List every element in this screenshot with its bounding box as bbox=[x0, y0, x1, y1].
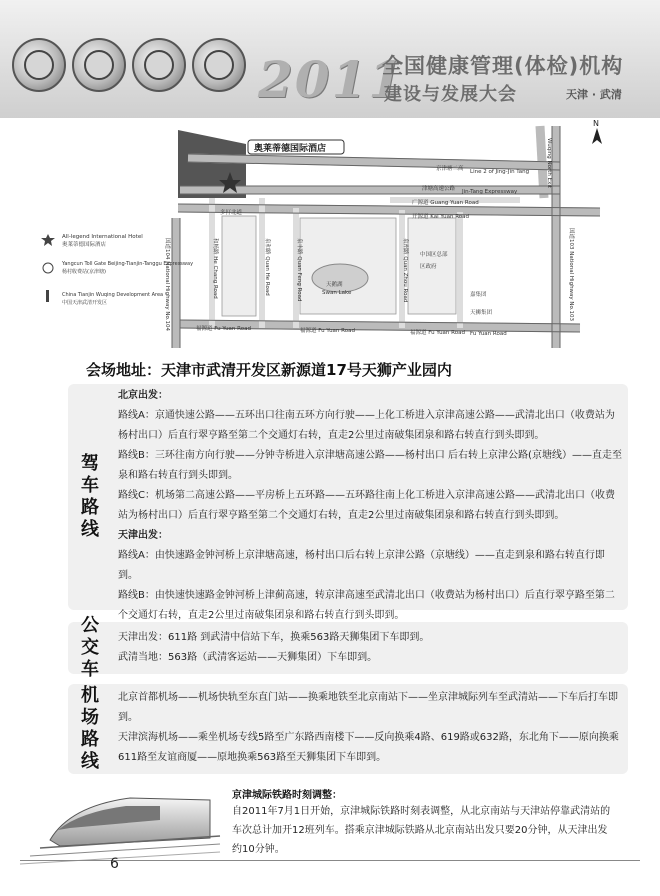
label-tianshi: 天狮集团 bbox=[470, 310, 493, 316]
label-103: 国道103 National Highway No.103 bbox=[568, 228, 574, 322]
legend-zone-icon bbox=[46, 290, 49, 302]
header-title-line2: 建设与发展大会 bbox=[384, 84, 517, 105]
label-fuyuan-right: 福源道 Fu Yuan Road bbox=[410, 330, 465, 336]
driving-section bbox=[68, 384, 628, 621]
legend-zone-cn: 中国天津武清开发区 bbox=[62, 300, 108, 306]
label-guangyuan: 广源道 Guang Yuan Road bbox=[412, 200, 479, 206]
map-svg bbox=[0, 118, 660, 358]
block-west bbox=[222, 216, 256, 316]
airport-section bbox=[68, 684, 628, 774]
legend-toll-cn: 杨村收费站(京津塘) bbox=[62, 269, 106, 275]
north-label: N bbox=[593, 119, 599, 128]
bus-section bbox=[68, 615, 628, 680]
driving-label: 驾车路线 bbox=[81, 453, 99, 540]
legend-toll-icon bbox=[43, 263, 53, 273]
label-jintang-cn: 津塘高速公路 bbox=[422, 186, 456, 192]
label-quanhe: 泉和路 Quan He Road bbox=[264, 238, 270, 296]
header-title-line1: 全国健康管理(体检)机构 bbox=[382, 54, 624, 78]
label-quanzhou: 泉州路 Quan Zhou Road bbox=[402, 238, 408, 303]
airport-label-wrap bbox=[72, 684, 108, 774]
driving-tianjin-a: 路线A：由快速路金钟河桥上京津塘高速，杨村出口后右转上京津公路（京塘线）——直走到泉和路右转直行即到。 bbox=[118, 550, 605, 581]
label-fuyuan-left: 福源道 Fu Yuan Road bbox=[196, 326, 251, 332]
driving-beijing-b: 路线B：三环往南方向行驶——分钟寺桥进入京津塘高速公路——杨村出口 后右转上京津公路(京塘线）——直走至泉和路右转直行到头即到。 bbox=[118, 450, 622, 481]
bus-body bbox=[118, 628, 622, 668]
legend-zone-en: China Tianjin Wuqing Development Area bbox=[62, 292, 164, 298]
label-jingjin-tang-en: Line 2 of Jing-Jin Tang bbox=[470, 169, 530, 175]
label-center: 中国区总部 bbox=[420, 252, 448, 258]
organizer-logo-1 bbox=[12, 38, 66, 92]
driving-tianjin-b: 路线B：由快速快速路金钟河桥上津蓟高速，转京津高速至武清北出口（收费站为杨村出口）后直行翠亨路至第二个交通灯右转，直走2公里过南破集团泉和路右转直行到头即到。 bbox=[118, 590, 615, 621]
label-swan-lake-cn: 天鹅湖 bbox=[326, 282, 343, 288]
label-gov: 区政府 bbox=[420, 264, 437, 270]
bus-label: 公交车 bbox=[81, 615, 99, 680]
driving-tianjin-head: 天津出发： bbox=[118, 530, 168, 541]
legend-hotel-icon bbox=[41, 234, 55, 246]
bus-wuqing: 武清当地：563路（武清客运站——天狮集团）下车即到。 bbox=[118, 652, 378, 663]
north-arrow-icon bbox=[592, 128, 602, 144]
organizer-logo-2 bbox=[72, 38, 126, 92]
train-section bbox=[0, 778, 660, 896]
venue-address: 会场地址：天津市武清开发区新源道17号天狮产业园内 bbox=[86, 361, 452, 379]
legend-hotel-cn: 奥莱蒂德国际酒店 bbox=[62, 242, 107, 248]
label-104: 国道104 National Highway No.104 bbox=[164, 238, 170, 332]
label-fuyuan-mid: 福源道 Fu Yuan Road bbox=[300, 328, 355, 334]
airport-beijing: 北京首都机场——机场快轨至东直门站——换乘地铁至北京南站下——坐京津城际列车至武清站——下车后打车即到。 bbox=[118, 692, 618, 723]
label-jiazhen: 嘉集团 bbox=[470, 292, 487, 298]
label-quanfeng: 泉丰路 Quan Feng Road bbox=[296, 238, 302, 302]
train-title: 京津城际铁路时刻调整： bbox=[232, 790, 342, 801]
driving-body bbox=[118, 386, 622, 626]
airport-binhai: 天津滨海机场——乘坐机场专线5路至广东路西南楼下——反向换乘4路、619路或632路，东北角下——原向换乘611路至友谊商厦——原地换乘563路至天狮集团下车即到。 bbox=[118, 732, 619, 763]
airport-label: 机场路线 bbox=[81, 685, 99, 772]
driving-beijing-c: 路线C：机场第二高速公路——平房桥上五环路——五环路往南上化工桥进入京津高速公路——武清北出口（收费站为杨村出口）后直行翠亨路至第二个交通灯右转，直走2公里过南破集团泉和路右转直行到头即到。 bbox=[118, 490, 615, 521]
driving-beijing-head: 北京出发： bbox=[118, 390, 168, 401]
label-hechang: 和畅路 He Chang Road bbox=[212, 238, 218, 299]
logo-group bbox=[12, 38, 246, 92]
organizer-logo-4 bbox=[192, 38, 246, 92]
label-wuqing-north-exit: Wuqing North Exit bbox=[546, 138, 552, 189]
driving-label-wrap bbox=[72, 384, 108, 610]
label-duoyou: 多打北道 bbox=[220, 210, 243, 216]
label-fuyuan-far: Fu Yuan Road bbox=[470, 331, 507, 337]
train-text: 自2011年7月1日开始，京津城际铁路时刻表调整，从北京南站与天津站停靠武清站的车次总计加开12班列车。搭乘京津城际铁路从北京南站出发只要20分钟，从天津出发约10分钟。 bbox=[232, 806, 611, 855]
page-number: 6 bbox=[110, 856, 119, 872]
hotel-name: 奥莱蒂德国际酒店 bbox=[254, 144, 327, 154]
legend-hotel-en: All-legend International Hotel bbox=[62, 234, 143, 240]
label-jingjin-tang-cn: 京津塘二高 bbox=[436, 166, 464, 172]
label-kaiyuan: 开源道 Kai Yuan Road bbox=[412, 214, 470, 220]
organizer-logo-3 bbox=[132, 38, 186, 92]
legend-toll-en: Yangcun Toll Gate Beijing-Tianjin-Tanggu Expressway bbox=[62, 261, 194, 267]
header-year: 2011 bbox=[258, 50, 406, 109]
header-place: 天津 · 武清 bbox=[566, 88, 622, 101]
location-map bbox=[0, 118, 660, 358]
bus-label-wrap bbox=[72, 615, 108, 680]
driving-beijing-a: 路线A：京通快速公路——五环出口往南五环方向行驶——上化工桥进入京津高速公路——武清北出口（收费站为杨村出口）后直行翠亨路至第二个交通灯右转，直走2公里过南破集团泉和路右转直行到头即到。 bbox=[118, 410, 615, 441]
page-header bbox=[0, 0, 660, 118]
label-jintang-en: Jin-Tang Expressway bbox=[462, 189, 518, 195]
bus-tianjin: 天津出发：611路 到武清中信站下车，换乘563路天狮集团下车即到。 bbox=[118, 632, 430, 643]
label-swan-lake-en: Swan Lake bbox=[322, 290, 352, 296]
airport-body bbox=[118, 688, 622, 768]
